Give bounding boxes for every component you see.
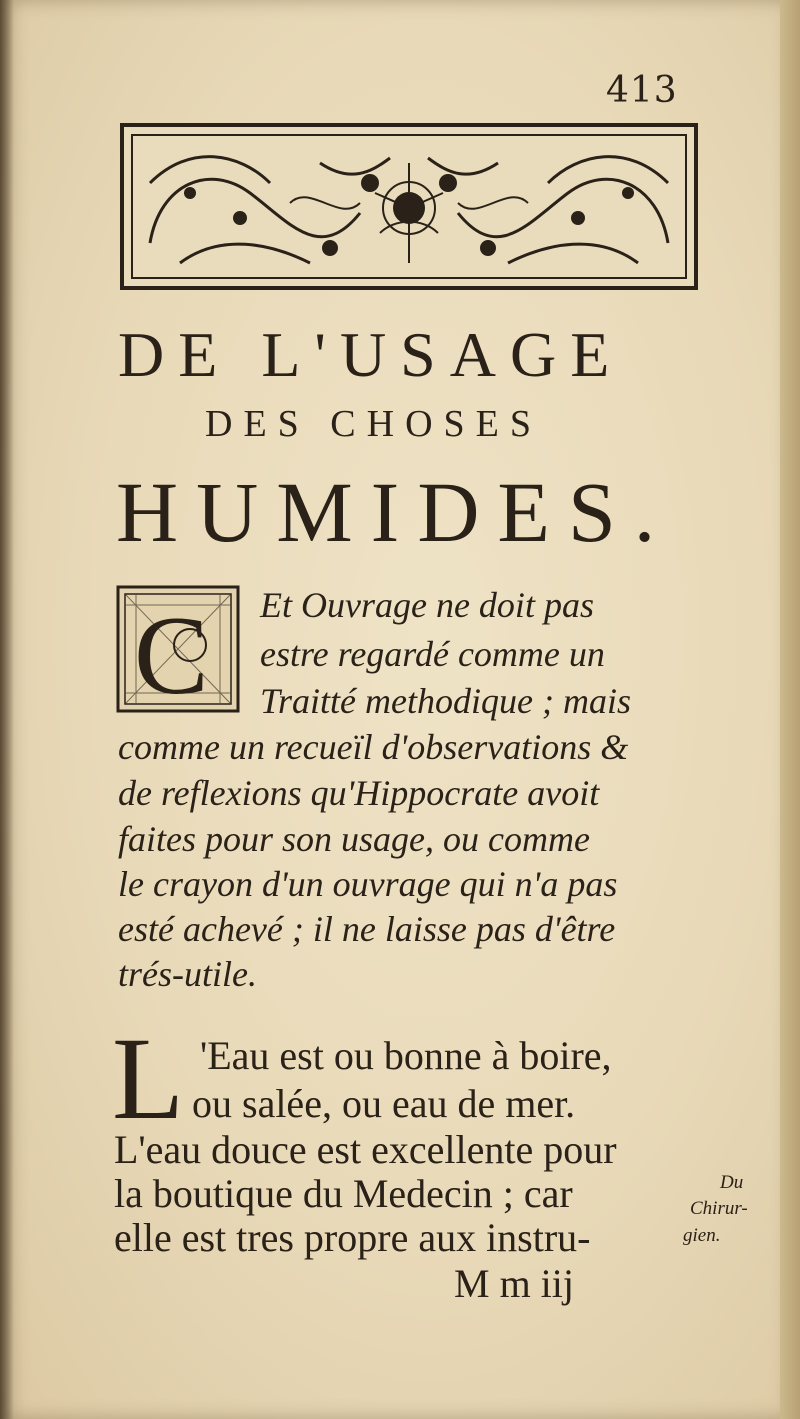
page-edge [780,0,800,1419]
margin-note: Du [720,1172,744,1193]
body-line: 'Eau est ou bonne à boire, [200,1033,612,1078]
preface-line: Et Ouvrage ne doit pas [260,585,594,625]
title-line-2: DES CHOSES [205,403,542,445]
preface-line: faites pour son usage, ou comme [118,819,590,859]
initial-letter: C [134,594,209,713]
title-line-3: HUMIDES. [116,464,674,560]
preface-line: trés-utile. [118,954,257,994]
preface-line: estre regardé comme un [260,634,605,674]
drop-cap-l: L [112,1013,185,1144]
title-line-1: DE L'USAGE [118,319,624,390]
page-number: 413 [606,70,678,111]
preface-line: comme un recueïl d'observations & [118,727,629,767]
body-line: elle est tres propre aux instru- [114,1215,591,1260]
body-line: L'eau douce est excellente pour [114,1127,617,1172]
margin-note: Chirur- [690,1198,748,1219]
body-line: ou salée, ou eau de mer. [192,1081,576,1126]
preface-line: le crayon d'un ouvrage qui n'a pas [118,864,618,904]
preface-line: Traitté methodique ; mais [260,681,631,721]
margin-note: gien. [683,1225,721,1246]
book-spine-shadow [0,0,14,1419]
ornamental-headpiece [120,123,698,290]
decorated-initial [116,585,240,713]
preface-line: esté achevé ; il ne laisse pas d'être [118,909,616,949]
signature-mark: M m iij [454,1261,575,1306]
body-line: la boutique du Medecin ; car [114,1171,573,1216]
preface-line: de reflexions qu'Hippocrate avoit [118,773,600,813]
